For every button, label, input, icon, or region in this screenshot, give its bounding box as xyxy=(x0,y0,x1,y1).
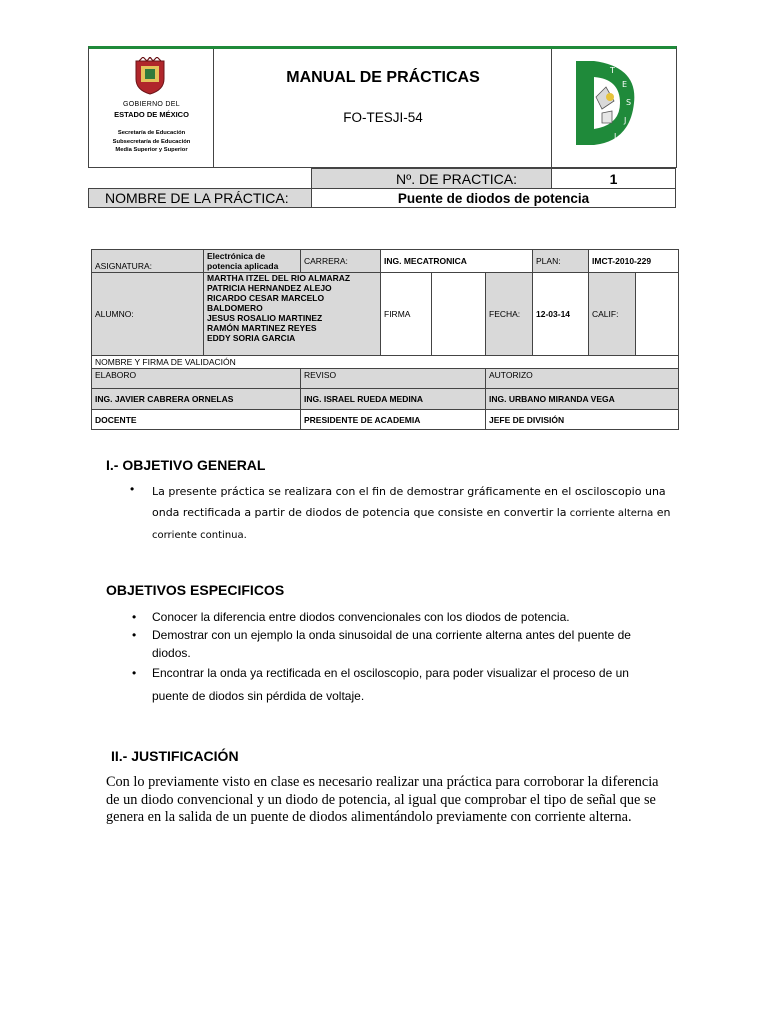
objetivo-general-heading: I.- OBJETIVO GENERAL xyxy=(106,457,266,473)
alumno-name: RAMÓN MARTINEZ REYES xyxy=(207,323,317,333)
justificacion-text: Con lo previamente visto en clase es necesario realizar una práctica para corroborar la diferencia de un diodo convencional y un diodo de potencia, al igual que comprobar el tipo de señal que se genera en la salida de un puente de diodos alimentándolo previamente con corriente alterna. xyxy=(106,774,659,825)
logo-letter-e: E xyxy=(622,80,628,89)
sec-line-2: Subsecretaría de Educación xyxy=(112,138,191,145)
firma-label: FIRMA xyxy=(381,273,432,356)
autorizo-name: ING. URBANO MIRANDA VEGA xyxy=(486,389,679,410)
alumno-name: JESUS ROSALIO MARTINEZ xyxy=(207,313,323,323)
list-item xyxy=(132,662,667,708)
practice-number-value-cell xyxy=(551,168,676,189)
practice-name-value-cell xyxy=(311,188,676,208)
validacion-label: NOMBRE Y FIRMA DE VALIDACIÓN xyxy=(92,356,679,369)
objetivo-especifico-1: Conocer la diferencia entre diodos convencionales con los diodos de potencia. xyxy=(152,610,570,624)
objetivo-especifico-3: Encontrar la onda ya rectificada en el osciloscopio, para poder visualizar el proceso de un puente de diodos sin pérdida de voltaje. xyxy=(152,666,629,703)
sec-line-1: Secretaría de Educación xyxy=(117,130,186,136)
tesji-logo-block xyxy=(552,49,676,168)
objetivo-cc: corriente continua. xyxy=(152,530,247,541)
practice-number-label: Nº. DE PRACTICA: xyxy=(395,170,518,187)
logo-letter-j: J xyxy=(624,116,627,125)
practice-name-label-cell xyxy=(88,188,312,208)
objetivo-en: en xyxy=(653,506,671,519)
plan-label: PLAN: xyxy=(533,250,589,273)
calif-label: CALIF: xyxy=(589,273,636,356)
alumno-name: PATRICIA HERNANDEZ ALEJO xyxy=(207,283,332,293)
info-row-names xyxy=(92,389,679,410)
alumno-name: MARTHA ITZEL DEL RIO ALMARAZ xyxy=(207,273,351,283)
logo-letter-i: I xyxy=(614,132,617,141)
government-logo-block xyxy=(89,49,214,168)
bullet-icon: • xyxy=(132,666,137,680)
info-row-asignatura xyxy=(92,250,679,273)
info-row-positions xyxy=(92,410,679,430)
fecha-value: 12-03-14 xyxy=(533,273,589,356)
reviso-role: PRESIDENTE DE ACADEMIA xyxy=(301,410,486,430)
firma-value xyxy=(432,273,486,356)
manual-title-block xyxy=(214,49,552,168)
info-row-alumno xyxy=(92,273,679,356)
reviso-name: ING. ISRAEL RUEDA MEDINA xyxy=(301,389,486,410)
gov-line-2: ESTADO DE MÉXICO xyxy=(114,110,189,119)
autorizo-label: AUTORIZO xyxy=(486,369,679,389)
elaboro-label: ELABORO xyxy=(92,369,301,389)
document-header xyxy=(88,46,677,168)
carrera-value: ING. MECATRONICA xyxy=(381,250,533,273)
elaboro-name: ING. JAVIER CABRERA ORNELAS xyxy=(92,389,301,410)
reviso-label: REVISO xyxy=(301,369,486,389)
objetivo-ca: corriente alterna xyxy=(566,508,654,519)
practice-number-value: 1 xyxy=(609,170,618,187)
logo-letter-t: T xyxy=(610,66,615,75)
bullet-icon: • xyxy=(132,628,137,642)
carrera-label: CARRERA: xyxy=(301,250,381,273)
asignatura-value: Electrónica de potencia aplicada xyxy=(204,250,301,273)
alumno-name: EDDY SORIA GARCIA xyxy=(207,333,296,343)
logo-letter-s: S xyxy=(626,98,632,107)
alumno-label: ALUMNO: xyxy=(92,273,204,356)
info-row-validacion xyxy=(92,356,679,369)
form-code: FO-TESJI-54 xyxy=(343,110,423,125)
bullet-icon: • xyxy=(132,610,137,624)
secretaria-text xyxy=(89,129,214,155)
list-item xyxy=(132,626,667,662)
practice-number-label-cell xyxy=(311,168,552,189)
justificacion-heading: II.- JUSTIFICACIÓN xyxy=(111,748,239,764)
manual-title: MANUAL DE PRÁCTICAS xyxy=(286,69,480,86)
objetivo-main-text: La presente práctica se realizara con el fin de demostrar gráficamente en el osciloscopio una onda rectificada a partir de diodos de potencia que consiste en convertir xyxy=(152,485,666,519)
tesji-logo-icon xyxy=(572,57,638,149)
bullet-icon: • xyxy=(130,482,135,496)
alumno-name: BALDOMERO xyxy=(207,303,263,313)
state-shield-icon xyxy=(133,57,167,95)
practice-name-label: NOMBRE DE LA PRÁCTICA: xyxy=(105,190,289,206)
list-item xyxy=(132,608,672,626)
alumno-name: RICARDO CESAR MARCELO xyxy=(207,293,325,303)
asignatura-label: ASIGNATURA: xyxy=(92,250,204,273)
autorizo-role: JEFE DE DIVISIÓN xyxy=(486,410,679,430)
info-table xyxy=(91,249,679,430)
practice-name-value: Puente de diodos de potencia xyxy=(397,190,590,206)
sec-line-3: Media Superior y Superior xyxy=(115,147,188,153)
alumno-list xyxy=(204,273,381,356)
info-row-roles xyxy=(92,369,679,389)
objetivo-especifico-2: Demostrar con un ejemplo la onda sinusoidal de una corriente alterna antes del puente de diodos. xyxy=(152,628,631,660)
objetivo-general-text xyxy=(152,481,672,546)
gov-line-1: GOBIERNO DEL xyxy=(123,101,180,108)
calif-value xyxy=(636,273,679,356)
elaboro-role: DOCENTE xyxy=(92,410,301,430)
objetivo-la: la xyxy=(556,506,567,519)
fecha-label: FECHA: xyxy=(486,273,533,356)
objetivos-especificos-heading: OBJETIVOS ESPECIFICOS xyxy=(106,582,285,598)
plan-value: IMCT-2010-229 xyxy=(589,250,679,273)
